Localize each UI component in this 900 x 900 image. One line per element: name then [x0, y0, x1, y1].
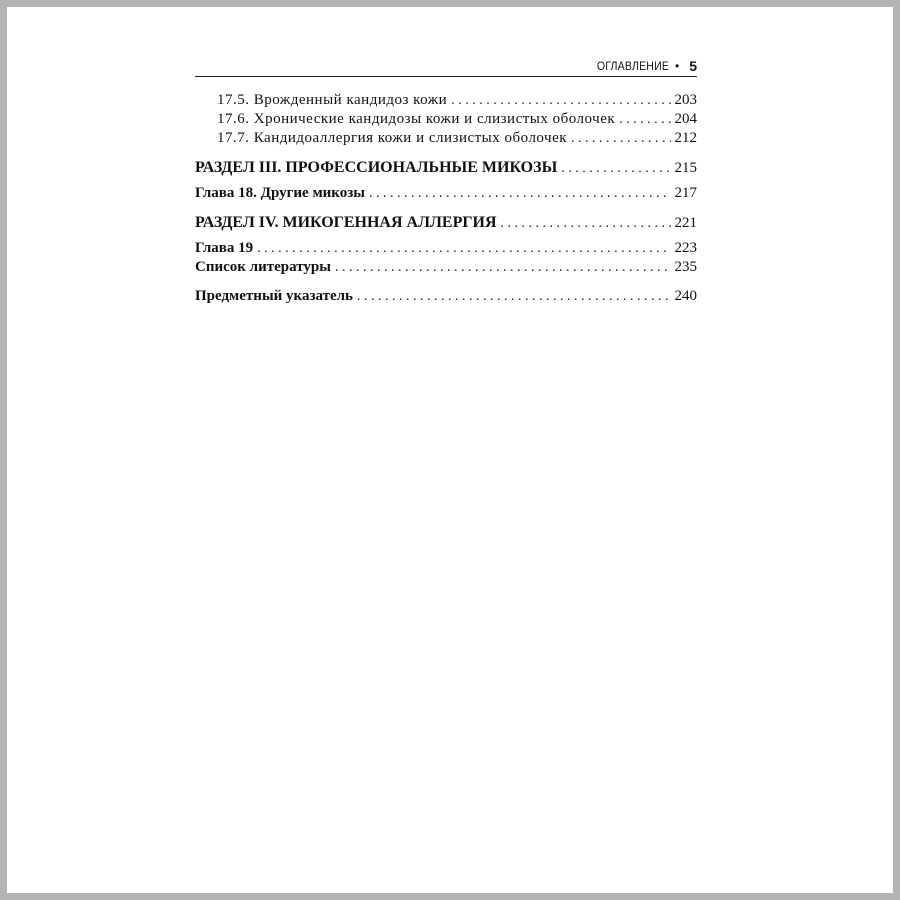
dot-leader: [357, 287, 671, 306]
dot-leader: [335, 258, 671, 277]
bullet-icon: •: [675, 59, 680, 73]
toc-entry-page: 221: [674, 215, 697, 231]
toc-entry-page: 203: [674, 92, 697, 108]
toc-entry-title: Список литературы: [195, 259, 331, 275]
toc-entry-title: 17.6. Хронические кандидозы кожи и слизистых оболочек: [217, 111, 616, 127]
toc-section-3[interactable]: [195, 158, 697, 177]
dot-leader: [571, 129, 670, 148]
toc-chapter-18[interactable]: [195, 184, 697, 203]
toc-chapter-19[interactable]: [195, 239, 697, 258]
book-page: [7, 7, 893, 893]
dot-leader: [501, 214, 671, 233]
dot-leader: [369, 184, 671, 203]
toc-entry-title: РАЗДЕЛ IV. МИКОГЕННАЯ АЛЛЕРГИЯ: [195, 214, 497, 231]
dot-leader: [561, 159, 670, 178]
toc-entry-title: 17.7. Кандидоаллергия кожи и слизистых оболочек: [217, 130, 568, 146]
toc-subject-index[interactable]: [195, 287, 697, 306]
toc-entry-page: 240: [674, 288, 697, 304]
toc-entry-17-6[interactable]: [195, 110, 697, 129]
toc-entry-page: 204: [674, 111, 697, 127]
page-number: 5: [689, 58, 697, 74]
toc-section-4[interactable]: [195, 213, 697, 232]
running-head-title: ОГЛАВЛЕНИЕ: [596, 59, 669, 73]
header-rule: [195, 76, 697, 77]
toc-entry-page: 217: [674, 185, 697, 201]
dot-leader: [619, 110, 670, 129]
table-of-contents: [195, 91, 697, 306]
toc-entry-title: Глава 18. Другие микозы: [195, 185, 365, 201]
running-head: [195, 57, 697, 75]
toc-entry-title: 17.5. Врожденный кандидоз кожи: [217, 92, 448, 108]
dot-leader: [451, 91, 670, 110]
toc-entry-title: Глава 19: [195, 240, 254, 256]
toc-entry-page: 215: [674, 160, 697, 176]
toc-entry-page: 223: [674, 240, 697, 256]
toc-entry-17-5[interactable]: [195, 91, 697, 110]
toc-entry-page: 212: [674, 130, 697, 146]
toc-entry-17-7[interactable]: [195, 129, 697, 148]
toc-entry-title: Предметный указатель: [195, 288, 353, 304]
toc-entry-title: РАЗДЕЛ III. ПРОФЕССИОНАЛЬНЫЕ МИКОЗЫ: [195, 159, 558, 176]
dot-leader: [257, 239, 670, 258]
toc-references[interactable]: [195, 258, 697, 277]
toc-entry-page: 235: [674, 259, 697, 275]
